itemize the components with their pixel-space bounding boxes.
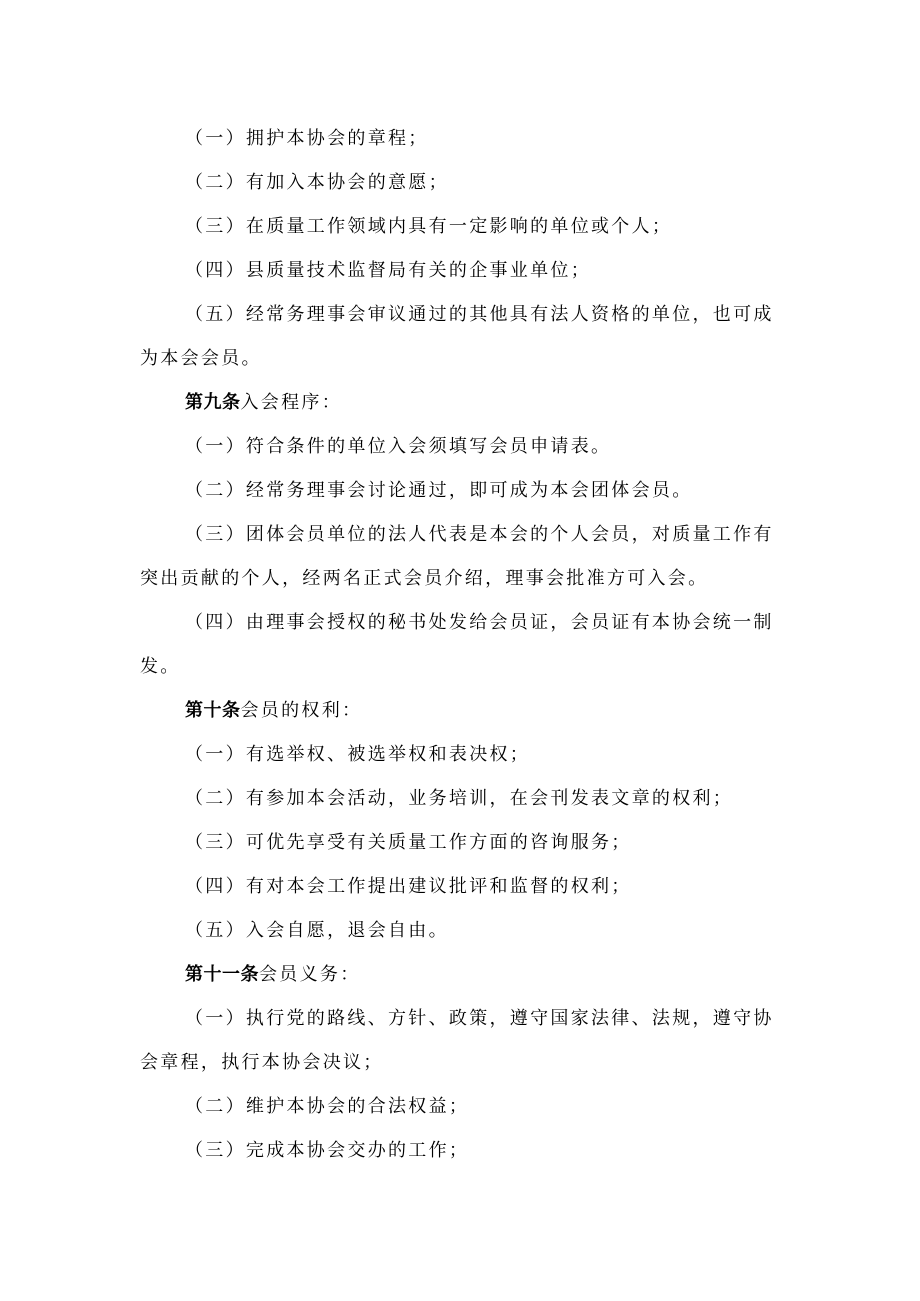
- member-duty-1: [140, 997, 780, 1041]
- article-title: 会员义务：: [259, 964, 361, 985]
- line-text: （五）入会自愿，退会自由。: [185, 920, 449, 941]
- membership-condition-3: [140, 205, 780, 249]
- member-right-2: [140, 777, 780, 821]
- document-body: [140, 117, 780, 1173]
- line-text: 发。: [140, 656, 181, 677]
- member-duty-1-continued: [140, 1041, 780, 1085]
- line-text: （三）完成本协会交办的工作；: [185, 1140, 470, 1161]
- line-text: （四）由理事会授权的秘书处发给会员证，会员证有本协会统一制: [185, 612, 774, 633]
- member-duty-3: [140, 1129, 780, 1173]
- admission-step-4: [140, 601, 780, 645]
- line-text: （二）有加入本协会的意愿；: [185, 172, 449, 193]
- admission-step-1: [140, 425, 780, 469]
- membership-condition-1: [140, 117, 780, 161]
- admission-step-4-continued: [140, 645, 780, 689]
- admission-step-3: [140, 513, 780, 557]
- article-10-heading: [140, 689, 780, 733]
- article-number: 第九条: [185, 392, 241, 413]
- line-text: 为本会会员。: [140, 348, 262, 369]
- line-text: （三）在质量工作领域内具有一定影响的单位或个人；: [185, 216, 673, 237]
- member-right-1: [140, 733, 780, 777]
- line-text: （三）团体会员单位的法人代表是本会的个人会员，对质量工作有: [185, 524, 774, 545]
- line-text: （一）有选举权、被选举权和表决权；: [185, 744, 531, 765]
- member-right-4: [140, 865, 780, 909]
- article-11-heading: [140, 953, 780, 997]
- membership-condition-2: [140, 161, 780, 205]
- line-text: （五）经常务理事会审议通过的其他具有法人资格的单位，也可成: [185, 304, 774, 325]
- article-title: 会员的权利：: [240, 700, 363, 721]
- article-number: 第十一条: [185, 964, 259, 985]
- admission-step-3-continued: [140, 557, 780, 601]
- membership-condition-4: [140, 249, 780, 293]
- membership-condition-5: [140, 293, 780, 337]
- membership-condition-5-continued: [140, 337, 780, 381]
- member-right-3: [140, 821, 780, 865]
- article-title: 入会程序：: [240, 392, 342, 413]
- line-text: （三）可优先享受有关质量工作方面的咨询服务；: [185, 832, 632, 853]
- member-duty-2: [140, 1085, 780, 1129]
- admission-step-2: [140, 469, 780, 513]
- line-text: （二）维护本协会的合法权益；: [185, 1096, 470, 1117]
- article-number: 第十条: [185, 700, 241, 721]
- line-text: （二）经常务理事会讨论通过，即可成为本会团体会员。: [185, 480, 693, 501]
- line-text: （一）拥护本协会的章程；: [185, 128, 429, 149]
- line-text: （四）有对本会工作提出建议批评和监督的权利；: [185, 876, 632, 897]
- article-9-heading: [140, 381, 780, 425]
- line-text: （二）有参加本会活动，业务培训，在会刊发表文章的权利；: [185, 788, 734, 809]
- line-text: 突出贡献的个人，经两名正式会员介绍，理事会批准方可入会。: [140, 568, 709, 589]
- line-text: （四）县质量技术监督局有关的企事业单位；: [185, 260, 591, 281]
- line-text: 会章程，执行本协会决议；: [140, 1052, 384, 1073]
- member-right-5: [140, 909, 780, 953]
- line-text: （一）符合条件的单位入会须填写会员申请表。: [185, 436, 612, 457]
- line-text: （一）执行党的路线、方针、政策，遵守国家法律、法规，遵守协: [185, 1008, 774, 1029]
